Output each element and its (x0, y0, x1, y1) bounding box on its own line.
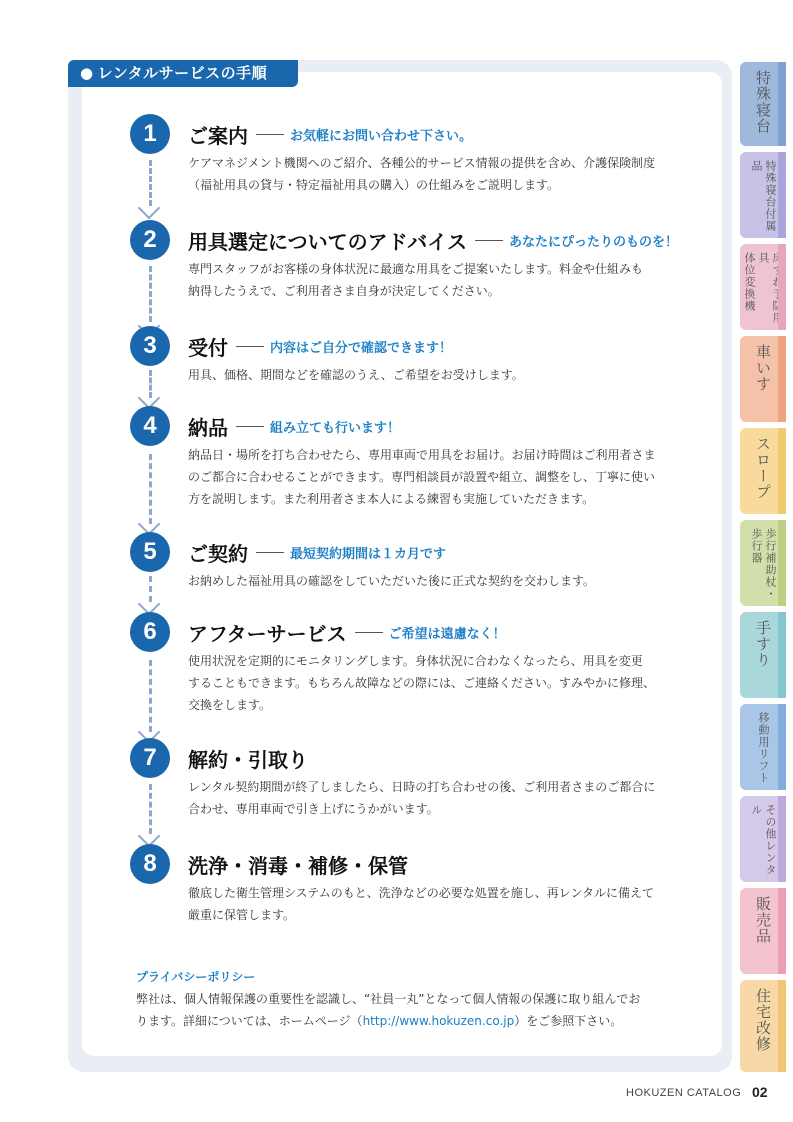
dash-line (475, 240, 503, 241)
step-title: 納品 (188, 416, 228, 440)
index-tab-edge (778, 244, 786, 330)
index-tab[interactable] (740, 428, 786, 514)
index-tab[interactable] (740, 520, 786, 606)
step-title: 受付 (188, 336, 228, 360)
index-tab-edge (778, 336, 786, 422)
step-title: 用具選定についてのアドバイス (188, 230, 467, 254)
index-tab-edge (778, 980, 786, 1072)
step-description: 使用状況を定期的にモニタリングします。身体状況に合わなくなったら、用具を変更 することもできます。もちろん故障などの際には、ご連絡ください。すみやかに修理、 交換をします。 (188, 654, 656, 712)
index-tab-label: 住宅改修 (754, 988, 772, 1052)
index-tab[interactable] (740, 244, 786, 330)
index-tab-edge (778, 62, 786, 146)
step-description: お納めした福祉用具の確認をしていただいた後に正式な契約を交わします。 (188, 574, 596, 588)
step-description: レンタル契約期間が終了しましたら、日時の打ち合わせの後、ご利用者さまのご都合に 合わせ、専用車両で引き上げにうかがいます。 (188, 780, 656, 816)
index-tab-label: 車いす (754, 344, 772, 392)
dash-line (236, 426, 264, 427)
step-subtitle: 組み立ても行います！ (270, 421, 401, 436)
index-tab-edge (778, 152, 786, 238)
homepage-link[interactable]: http://www.hokuzen.co.jp (362, 1014, 515, 1028)
dash-line (355, 632, 383, 633)
section-title: レンタルサービスの手順 (97, 64, 268, 82)
step-number: 2 (130, 220, 170, 260)
step-description: 用具、価格、期間などを確認のうえ、ご希望をお受けします。 (188, 368, 524, 382)
index-tab-edge (778, 520, 786, 606)
index-tab-edge (778, 796, 786, 882)
step-subtitle: 内容はご自分で確認できます！ (270, 341, 453, 356)
index-tab-edge (778, 704, 786, 790)
index-tab-edge (778, 428, 786, 514)
index-tab-label: 具 (757, 252, 770, 264)
step-title: 洗浄・消毒・補修・保管 (188, 854, 408, 878)
step-number: 4 (130, 406, 170, 446)
step-subtitle: ご希望は遠慮なく！ (388, 627, 506, 642)
index-tab-label: 手すり (754, 620, 772, 668)
step-description: 納品日・場所を打ち合わせたら、専用車両で用具をお届け。お届け時間はご利用者さま のご都合に合わせることができます。専門相談員が設置や組立、調整をし、丁寧に使い 方を説明します。また利用者さま本人による練習も実施していただきます。 (188, 448, 656, 506)
step-subtitle: 最短契約期間は１カ月です (290, 547, 447, 562)
index-tab-label: 特殊寝台付属品 (750, 160, 777, 232)
header-bullet: ● (80, 64, 94, 82)
step-subtitle: あなたにぴったりのものを！ (509, 235, 679, 250)
index-tab-label: その他レンタル (750, 804, 777, 876)
dash-line (236, 346, 264, 347)
index-tab-label: 体位変換機 (743, 252, 756, 312)
index-tab[interactable] (740, 336, 786, 422)
step-title: ご契約 (188, 542, 248, 566)
step-number: 7 (130, 738, 170, 778)
step-description: 徹底した衛生管理システムのもと、洗浄などの必要な処置を施し、再レンタルに備えて 厳重に保管します。 (188, 886, 655, 922)
index-tab[interactable] (740, 796, 786, 882)
step-title: ご案内 (188, 124, 248, 148)
step-title: 解約・引取り (188, 748, 308, 772)
index-tab-label: 歩行補助杖・ (764, 528, 777, 600)
index-tab-label: 販売品 (754, 896, 772, 944)
page-number: 02 (752, 1084, 768, 1100)
index-tab[interactable] (740, 612, 786, 698)
index-tab[interactable] (740, 888, 786, 974)
step-number: 6 (130, 612, 170, 652)
step-subtitle: お気軽にお問い合わせ下さい。 (290, 129, 473, 144)
index-tab[interactable] (740, 62, 786, 146)
index-tab-edge (778, 888, 786, 974)
index-tab-label: 特殊寝台 (754, 70, 772, 134)
privacy-title: プライバシーポリシー (136, 970, 256, 984)
index-tab[interactable] (740, 152, 786, 238)
section-header (68, 60, 298, 87)
step-number: 1 (130, 114, 170, 154)
step-number: 8 (130, 844, 170, 884)
index-tab-label: 移動用リフト (757, 712, 770, 784)
step-title: アフターサービス (188, 622, 347, 646)
dash-line (256, 134, 284, 135)
catalog-name: HOKUZEN CATALOG (626, 1087, 742, 1099)
step-number: 3 (130, 326, 170, 366)
privacy-body: 弊社は、個人情報保護の重要性を認識し、“社員一丸”となって個人情報の保護に取り組んでお ります。詳細については、ホームページ（http://www.hokuzen.co.jp）をご参照下さい。 (136, 992, 641, 1028)
step-description: ケアマネジメント機関へのご紹介、各種公的サービス情報の提供を含め、介護保険制度 （福祉用具の貸与・特定福祉用具の購入）の仕組みをご説明します。 (188, 156, 656, 192)
dash-line (256, 552, 284, 553)
step-description: 専門スタッフがお客様の身体状況に最適な用具をご提案いたします。料金や仕組みも 納得したうえで、ご利用者さま自身が決定してください。 (188, 262, 644, 298)
index-tab[interactable] (740, 980, 786, 1072)
step-number: 5 (130, 532, 170, 572)
index-tab[interactable] (740, 704, 786, 790)
index-tab-label: 歩行器 (750, 528, 763, 564)
index-tab-edge (778, 612, 786, 698)
index-tab-label: スロープ (754, 436, 772, 500)
